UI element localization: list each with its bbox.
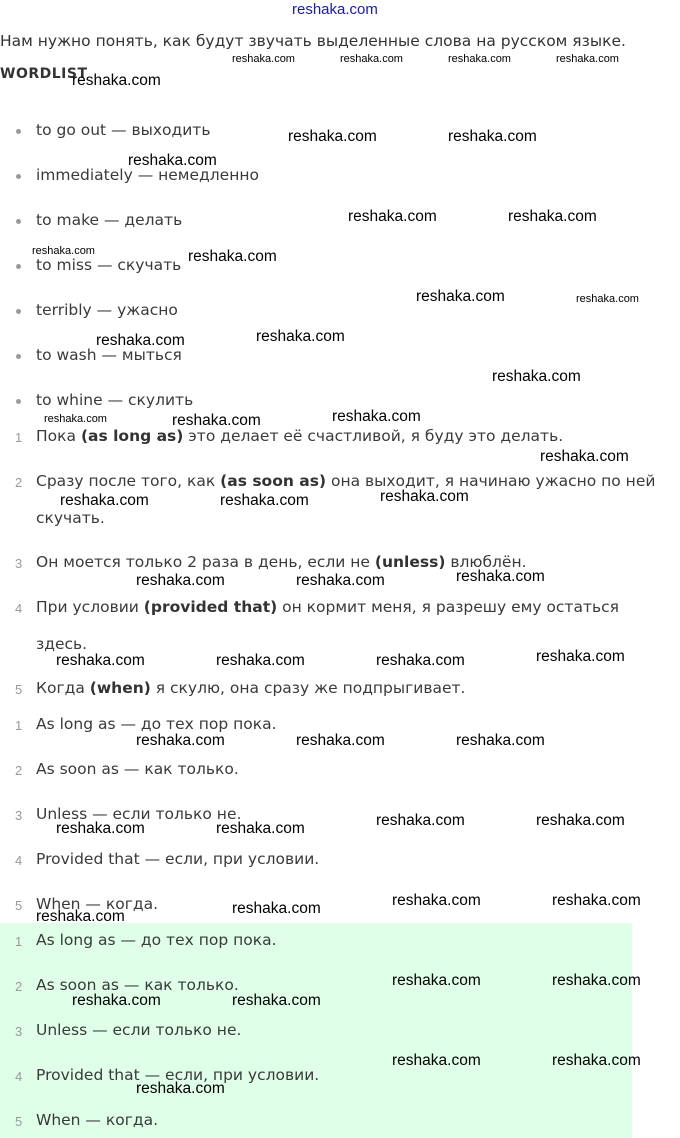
watermark-text: reshaka.com — [448, 53, 511, 65]
watermark-text: reshaka.com — [376, 812, 465, 829]
watermark-text: reshaka.com — [392, 892, 481, 909]
sentence-number: 1 — [15, 430, 23, 445]
sentence-4: При условии (provided that) он кормит меня, я разрешу ему остаться здесь. — [36, 598, 619, 653]
watermark-text: reshaka.com — [32, 245, 95, 257]
answer-item: When — когда. — [36, 1111, 158, 1129]
watermark-text: reshaka.com — [448, 128, 537, 145]
watermark-text: reshaka.com — [136, 732, 225, 749]
wordlist-heading: WORDLIST — [0, 66, 88, 82]
watermark-text: reshaka.com — [332, 408, 421, 425]
translation-item: As long as — до тех пор пока. — [36, 715, 277, 733]
watermark-text: reshaka.com — [56, 820, 145, 837]
watermark-text: reshaka.com — [536, 648, 625, 665]
watermark-text: reshaka.com — [220, 492, 309, 509]
answer-number: 1 — [15, 934, 23, 949]
watermark-text: reshaka.com — [492, 368, 581, 385]
watermark-text: reshaka.com — [456, 568, 545, 585]
answer-item: Unless — если только не. — [36, 1021, 242, 1039]
answer-number: 2 — [15, 979, 23, 994]
wordlist-item: to wash — мыться — [36, 346, 182, 364]
watermark-text: reshaka.com — [56, 652, 145, 669]
watermark-text: reshaka.com — [296, 732, 385, 749]
wordlist-item: immediately — немедленно — [36, 166, 259, 184]
watermark-text: reshaka.com — [456, 732, 545, 749]
watermark-text: reshaka.com — [288, 128, 377, 145]
watermark-text: reshaka.com — [376, 652, 465, 669]
watermark-text: reshaka.com — [128, 152, 217, 169]
sentence-2: Сразу после того, как (as soon as) она выходит, я начинаю ужасно по ней скучать. — [36, 472, 656, 527]
watermark-text: reshaka.com — [416, 288, 505, 305]
watermark-text: reshaka.com — [508, 208, 597, 225]
bullet-icon — [16, 309, 21, 314]
watermark-text: reshaka.com — [136, 1080, 225, 1097]
highlight-phrase: (as soon as) — [220, 472, 327, 490]
watermark-text: reshaka.com — [348, 208, 437, 225]
watermark-text: reshaka.com — [552, 1052, 641, 1069]
watermark-text: reshaka.com — [552, 892, 641, 909]
sentence-3: Он моется только 2 раза в день, если не (unless) влюблён. — [36, 553, 527, 571]
sentence-number: 2 — [15, 475, 23, 490]
watermark-text: reshaka.com — [72, 72, 161, 89]
site-watermark-header[interactable]: reshaka.com — [292, 1, 378, 18]
watermark-text: reshaka.com — [36, 908, 125, 925]
bullet-icon — [16, 129, 21, 134]
translation-item: As soon as — как только. — [36, 760, 239, 778]
highlight-phrase: (when) — [89, 679, 151, 697]
watermark-text: reshaka.com — [536, 812, 625, 829]
sentence-5: Когда (when) я скулю, она сразу же подпрыгивает. — [36, 679, 466, 697]
bullet-icon — [16, 219, 21, 224]
watermark-text: reshaka.com — [556, 53, 619, 65]
translation-item: Unless — если только не. — [36, 805, 242, 823]
sentence-number: 3 — [15, 556, 23, 571]
intro-text: Нам нужно понять, как будут звучать выделенные слова на русском языке. — [0, 32, 626, 50]
watermark-text: reshaka.com — [96, 332, 185, 349]
translation-number: 3 — [15, 808, 23, 823]
watermark-text: reshaka.com — [232, 53, 295, 65]
watermark-text: reshaka.com — [44, 413, 107, 425]
bullet-icon — [16, 264, 21, 269]
watermark-text: reshaka.com — [380, 488, 469, 505]
sentence-1: Пока (as long as) это делает её счастливой, я буду это делать. — [36, 427, 564, 445]
watermark-text: reshaka.com — [216, 820, 305, 837]
watermark-text: reshaka.com — [72, 992, 161, 1009]
watermark-text: reshaka.com — [392, 972, 481, 989]
watermark-text: reshaka.com — [392, 1052, 481, 1069]
watermark-text: reshaka.com — [296, 572, 385, 589]
highlight-phrase: (as long as) — [80, 427, 184, 445]
answer-number: 5 — [15, 1114, 23, 1129]
translation-item: Provided that — если, при условии. — [36, 850, 320, 868]
watermark-text: reshaka.com — [232, 900, 321, 917]
watermark-text: reshaka.com — [136, 572, 225, 589]
watermark-text: reshaka.com — [540, 448, 629, 465]
wordlist-item: terribly — ужасно — [36, 301, 178, 319]
watermark-text: reshaka.com — [256, 328, 345, 345]
translation-number: 5 — [15, 898, 23, 913]
translation-number: 1 — [15, 718, 23, 733]
translation-item: When — когда. — [36, 895, 158, 913]
answer-item: Provided that — если, при условии. — [36, 1066, 320, 1084]
sentence-number: 4 — [15, 601, 23, 616]
highlight-phrase: (provided that) — [143, 598, 278, 616]
watermark-text: reshaka.com — [340, 53, 403, 65]
answer-item: As soon as — как только. — [36, 976, 239, 994]
sentence-number: 5 — [15, 682, 23, 697]
watermark-text: reshaka.com — [576, 293, 639, 305]
watermark-text: reshaka.com — [232, 992, 321, 1009]
wordlist-item: to whine — скулить — [36, 391, 194, 409]
bullet-icon — [16, 354, 21, 359]
translation-number: 2 — [15, 763, 23, 778]
bullet-icon — [16, 399, 21, 404]
wordlist-item: to miss — скучать — [36, 256, 182, 274]
watermark-text: reshaka.com — [60, 492, 149, 509]
answer-item: As long as — до тех пор пока. — [36, 931, 277, 949]
watermark-text: reshaka.com — [172, 412, 261, 429]
answer-number: 4 — [15, 1069, 23, 1084]
highlight-phrase: (unless) — [374, 553, 446, 571]
answer-number: 3 — [15, 1024, 23, 1039]
bullet-icon — [16, 174, 21, 179]
wordlist-item: to make — делать — [36, 211, 183, 229]
translation-number: 4 — [15, 853, 23, 868]
watermark-text: reshaka.com — [188, 248, 277, 265]
watermark-text: reshaka.com — [216, 652, 305, 669]
watermark-text: reshaka.com — [552, 972, 641, 989]
wordlist-item: to go out — выходить — [36, 121, 211, 139]
